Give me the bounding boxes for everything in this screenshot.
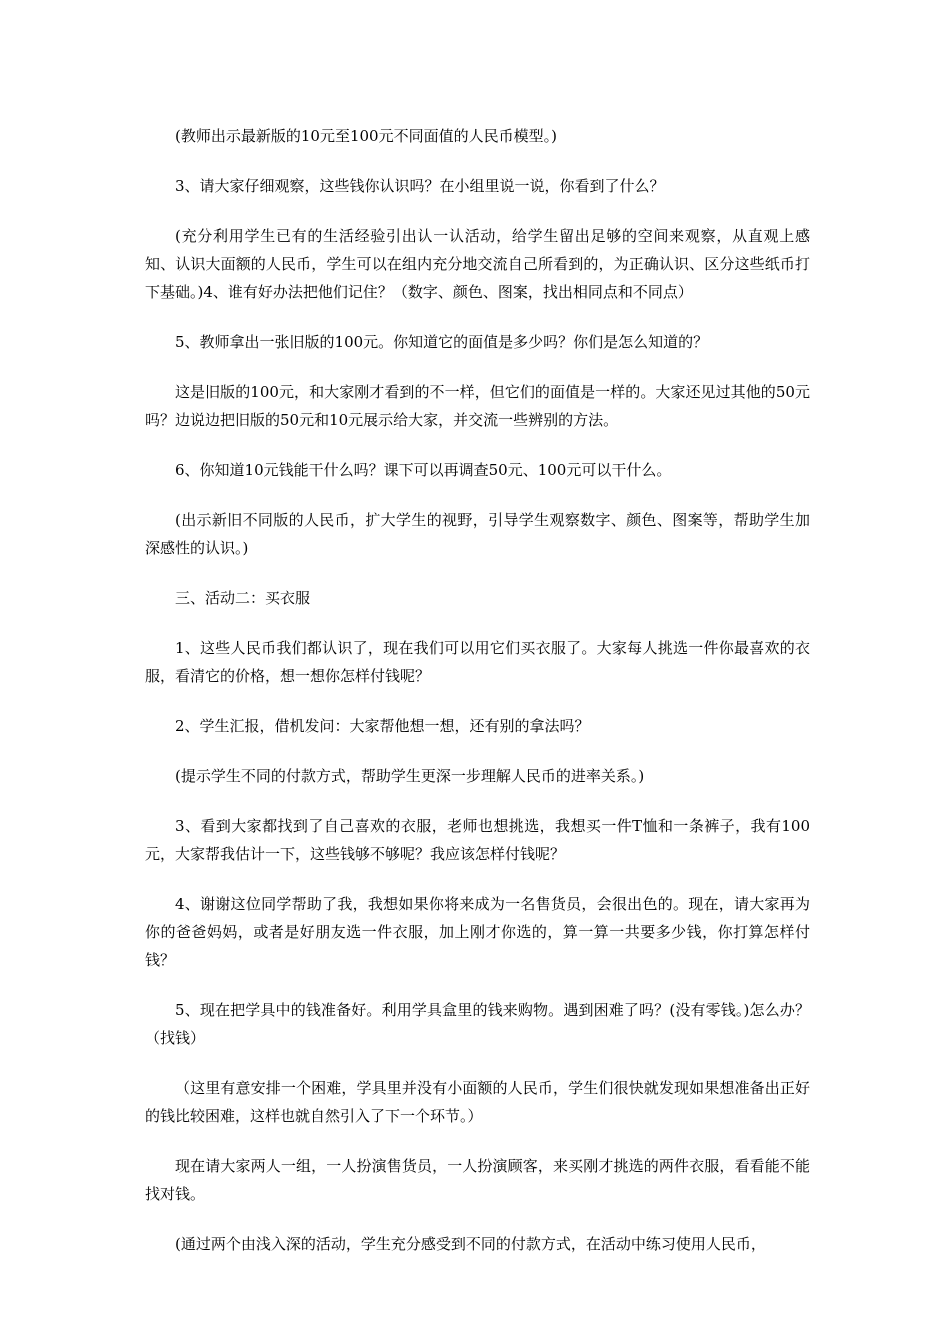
paragraph-11: (提示学生不同的付款方式，帮助学生更深一步理解人民币的进率关系。) [175,767,645,785]
paragraph-6: 6、你知道10元钱能干什么吗？课下可以再调查50元、100元可以干什么。 [175,461,672,479]
paragraph-10: 2、学生汇报，借机发问：大家帮他想一想，还有别的拿法吗？ [175,717,590,735]
paragraph-5: 这是旧版的100元，和大家刚才看到的不一样，但它们的面值是一样的。大家还见过其他的50元吗？边说边把旧版的50元和10元展示给大家，并交流一些辨别的方法。 [145,383,810,429]
paragraph-13: 4、谢谢这位同学帮助了我，我想如果你将来成为一名售货员，会很出色的。现在，请大家再为你的爸爸妈妈，或者是好朋友选一件衣服，加上刚才你选的，算一算一共要多少钱，你打算怎样付钱？ [145,895,810,969]
paragraph-14: 5、现在把学具中的钱准备好。利用学具盒里的钱来购物。遇到困难了吗？(没有零钱。)怎么办？（找钱） [145,1001,810,1047]
document-body [145,122,810,1280]
paragraph-2: 3、请大家仔细观察，这些钱你认识吗？在小组里说一说，你看到了什么？ [175,177,665,195]
section-heading-activity-2: 三、活动二：买衣服 [175,589,311,607]
paragraph-17: (通过两个由浅入深的活动，学生充分感受到不同的付款方式，在活动中练习使用人民币， [175,1235,766,1253]
paragraph-1: (教师出示最新版的10元至100元不同面值的人民币模型。) [175,127,557,145]
paragraph-3: (充分利用学生已有的生活经验引出认一认活动，给学生留出足够的空间来观察，从直观上感知、认识大面额的人民币，学生可以在组内充分地交流自己所看到的，为正确认识、区分这些纸币打下基础。)4、谁有好办法把他们记住？（数字、颜色、图案，找出相同点和不同点） [145,227,810,301]
paragraph-9: 1、这些人民币我们都认识了，现在我们可以用它们买衣服了。大家每人挑选一件你最喜欢的衣服，看清它的价格，想一想你怎样付钱呢？ [145,639,810,685]
paragraph-4: 5、教师拿出一张旧版的100元。你知道它的面值是多少吗？你们是怎么知道的？ [175,333,709,351]
paragraph-12: 3、看到大家都找到了自己喜欢的衣服，老师也想挑选，我想买一件T恤和一条裤子，我有100元，大家帮我估计一下，这些钱够不够呢？我应该怎样付钱呢？ [145,817,810,863]
paragraph-16: 现在请大家两人一组，一人扮演售货员，一人扮演顾客，来买刚才挑选的两件衣服，看看能不能找对钱。 [145,1157,810,1203]
paragraph-15: （这里有意安排一个困难，学具里并没有小面额的人民币，学生们很快就发现如果想准备出正好的钱比较困难，这样也就自然引入了下一个环节。） [145,1079,810,1125]
paragraph-7: (出示新旧不同版的人民币，扩大学生的视野，引导学生观察数字、颜色、图案等，帮助学生加深感性的认识。) [145,511,810,557]
